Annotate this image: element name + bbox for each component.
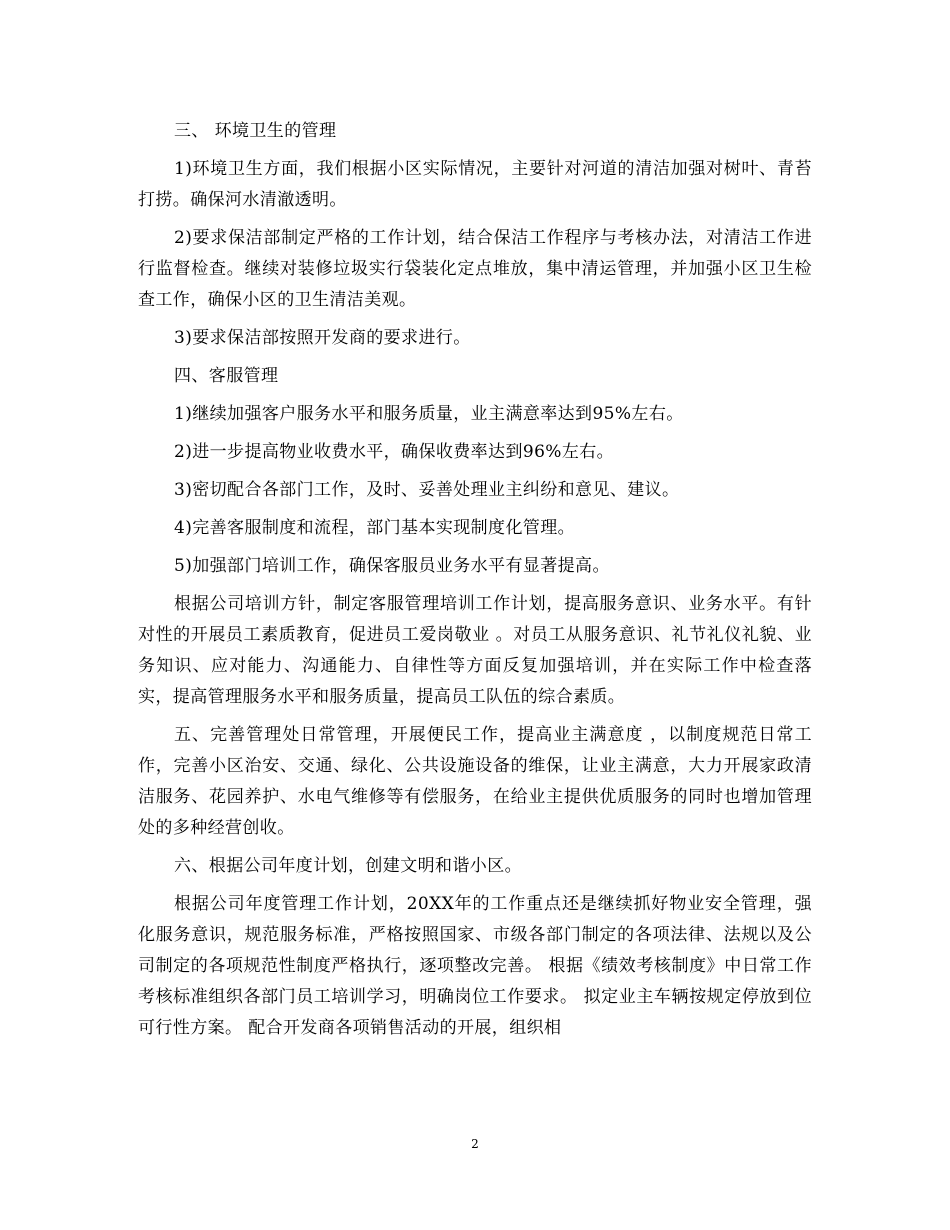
document-body (138, 116, 812, 1051)
paragraph-item: 3)要求保洁部按照开发商的要求进行。 (174, 328, 471, 348)
paragraph-item: 3)密切配合各部门工作，及时、妥善处理业主纠纷和意见、建议。 (174, 480, 680, 500)
paragraph-daily-management: 五、完善管理处日常管理，开展便民工作，提高业主满意度 ，以制度规范日常工作，完善小区治安、交通、绿化、公共设施设备的维保，让业主满意，大力开展家政清洁服务、花园养护、水电气维修等有偿服务，在给业主提供优质服务的同时也增加管理处的多种经营创收。 (138, 725, 812, 838)
paragraph-item: 1)环境卫生方面，我们根据小区实际情况，主要针对河道的清洁加强对树叶、青苔打捞。确保河水清澈透明。 (138, 159, 812, 210)
paragraph-training: 根据公司培训方针，制定客服管理培训工作计划，提高服务意识、业务水平。有针对性的开展员工素质教育，促进员工爱岗敬业 。对员工从服务意识、礼节礼仪礼貌、业务知识、应对能力、沟通能力、自律性等方面反复加强培训，并在实际工作中检查落实，提高管理服务水平和服务质量，提高员工队伍的综合素质。 (138, 594, 812, 707)
heading-environment-hygiene: 三、 环境卫生的管理 (174, 121, 337, 141)
page-number: 2 (471, 1137, 479, 1151)
paragraph-item: 5)加强部门培训工作，确保客服员业务水平有显著提高。 (174, 556, 610, 576)
paragraph-item: 2)进一步提高物业收费水平，确保收费率达到96%左右。 (174, 442, 615, 462)
heading-harmonious-community: 六、根据公司年度计划，创建文明和谐小区。 (174, 856, 522, 876)
heading-customer-service: 四、客服管理 (174, 366, 279, 386)
paragraph-item: 1)继续加强客户服务水平和服务质量，业主满意率达到95%左右。 (174, 404, 684, 424)
paragraph-item: 4)完善客服制度和流程，部门基本实现制度化管理。 (174, 518, 576, 538)
paragraph-item: 2)要求保洁部制定严格的工作计划，结合保洁工作程序与考核办法，对清洁工作进行监督检查。继续对装修垃圾实行袋装化定点堆放，集中清运管理，并加强小区卫生检查工作，确保小区的卫生清洁美观。 (138, 228, 812, 310)
paragraph-annual-plan: 根据公司年度管理工作计划，20XX年的工作重点还是继续抓好物业安全管理，强化服务意识，规范服务标准，严格按照国家、市级各部门制定的各项法律、法规以及公司制定的各项规范性制度严格执行，逐项整改完善。 根据《绩效考核制度》中日常工作考核标准组织各部门员工培训学习，明确岗位工作要求。 拟定业主车辆按规定停放到位可行性方案。 配合开发商各项销售活动的开展，组织相 (138, 894, 812, 1038)
